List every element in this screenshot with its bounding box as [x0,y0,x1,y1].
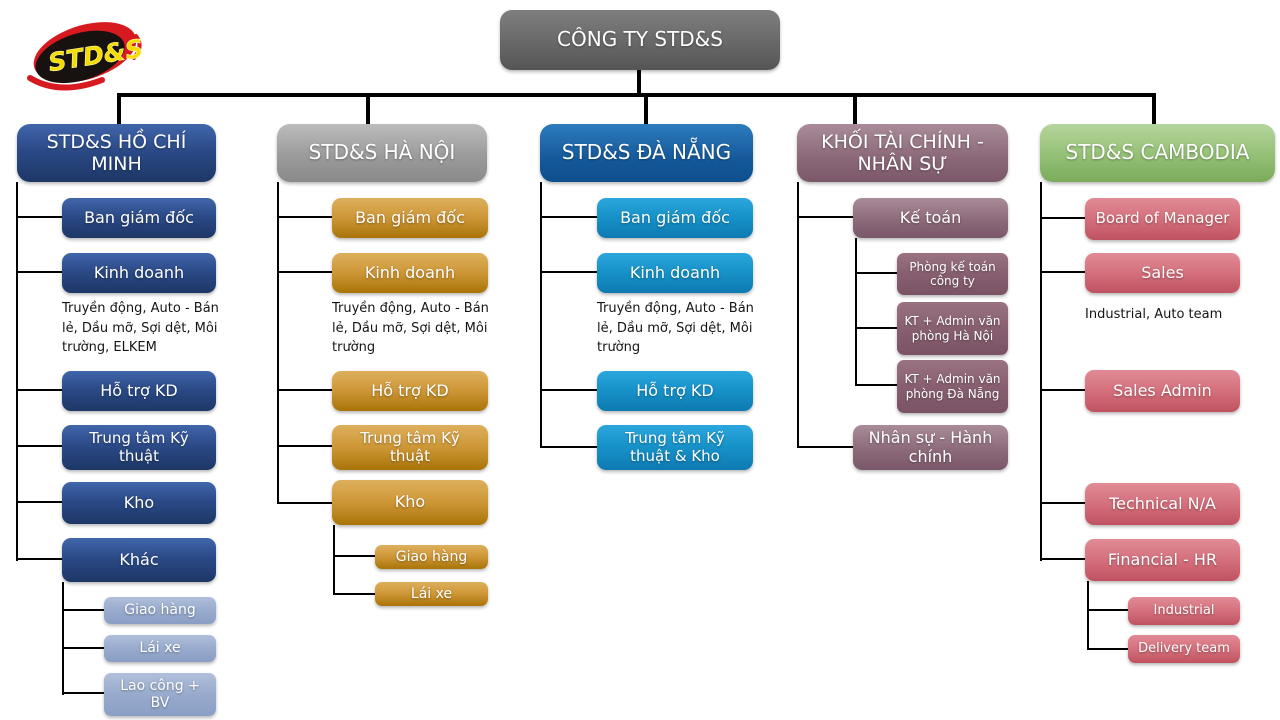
connector-line [797,446,853,448]
org-node: Hỗ trợ KD [332,371,488,411]
org-subnode: Lái xe [375,582,488,606]
org-header-danang: STD&S ĐÀ NẴNG [540,124,753,182]
org-node: Hỗ trợ KD [62,371,216,411]
connector-line [277,216,332,218]
root-node: CÔNG TY STD&S [500,10,780,70]
connector-line [1087,609,1128,611]
connector-line [62,692,104,694]
connector-line [540,446,597,448]
connector-line [117,93,1156,97]
org-header-hcm: STD&S HỒ CHÍ MINH [17,124,216,182]
connector-line [16,389,62,391]
connector-line [277,182,279,504]
connector-line [540,216,597,218]
connector-line [16,271,62,273]
org-header-cambodia: STD&S CAMBODIA [1040,124,1275,182]
org-subnode: Phòng kế toán công ty [897,253,1008,295]
connector-line [16,501,62,503]
connector-line [797,182,799,448]
connector-line [1040,271,1085,273]
org-node: Technical N/A [1085,483,1240,525]
connector-line [16,558,62,560]
connector-line [62,609,104,611]
connector-line [855,384,897,386]
org-node: Ban giám đốc [597,198,753,238]
connector-line [1040,389,1085,391]
connector-line [644,97,648,124]
connector-line [277,502,332,504]
connector-line [1040,182,1042,561]
org-node: Khác [62,538,216,582]
connector-line [1040,502,1085,504]
org-subnode: Industrial [1128,597,1240,625]
connector-line [853,97,857,124]
connector-line [797,216,853,218]
connector-line [540,389,597,391]
connector-line [1087,581,1089,650]
org-header-hanoi: STD&S HÀ NỘI [277,124,487,182]
connector-line [16,445,62,447]
connector-line [366,97,370,124]
logo-text: STD&S [46,33,146,78]
connector-line [855,238,857,386]
connector-line [62,582,64,695]
connector-line [637,70,641,93]
connector-line [117,97,121,124]
connector-line [333,555,375,557]
org-node: Trung tâm Kỹ thuật [332,425,488,470]
org-node: Sales Admin [1085,370,1240,412]
connector-line [333,525,335,595]
connector-line [62,647,104,649]
org-node: Kho [62,482,216,524]
company-logo [16,12,150,102]
org-note: Industrial, Auto team [1085,307,1223,322]
org-node: Kinh doanh [332,253,488,293]
org-subnode: Lái xe [104,635,216,662]
connector-line [540,182,542,448]
org-node: Trung tâm Kỹ thuật [62,425,216,470]
org-node: Trung tâm Kỹ thuật & Kho [597,425,753,470]
connector-line [16,182,18,561]
org-note: Truyền động, Auto - Bán lẻ, Dầu mỡ, Sợi dệt, Môi trường, ELKEM [62,301,219,355]
connector-line [277,389,332,391]
org-node: Kinh doanh [62,253,216,293]
org-note: Truyền động, Auto - Bán lẻ, Dầu mỡ, Sợi dệt, Môi trường [597,301,754,355]
connector-line [1040,558,1085,560]
org-node: Financial - HR [1085,539,1240,581]
connector-line [277,445,332,447]
org-node: Kinh doanh [597,253,753,293]
org-header-finance-hr: KHỐI TÀI CHÍNH - NHÂN SỰ [797,124,1008,182]
org-node: Kho [332,480,488,525]
connector-line [1087,648,1128,650]
connector-line [855,327,897,329]
org-subnode: Giao hàng [375,545,488,569]
org-node: Hỗ trợ KD [597,371,753,411]
org-node: Board of Manager [1085,198,1240,240]
org-subnode: KT + Admin văn phòng Hà Nội [897,302,1008,355]
connector-line [855,272,897,274]
org-node: Kế toán [853,198,1008,238]
org-note: Truyền động, Auto - Bán lẻ, Dầu mỡ, Sợi dệt, Môi trường [332,301,489,355]
org-subnode: Lao công + BV [104,673,216,716]
connector-line [333,593,375,595]
org-node: Ban giám đốc [62,198,216,238]
connector-line [1040,217,1085,219]
connector-line [277,271,332,273]
connector-line [16,216,62,218]
org-node: Nhân sự - Hành chính [853,425,1008,470]
org-subnode: Giao hàng [104,597,216,624]
org-node: Ban giám đốc [332,198,488,238]
org-subnode: Delivery team [1128,635,1240,663]
connector-line [1152,97,1156,124]
org-subnode: KT + Admin văn phòng Đà Nẵng [897,360,1008,413]
org-node: Sales [1085,253,1240,293]
connector-line [540,271,597,273]
